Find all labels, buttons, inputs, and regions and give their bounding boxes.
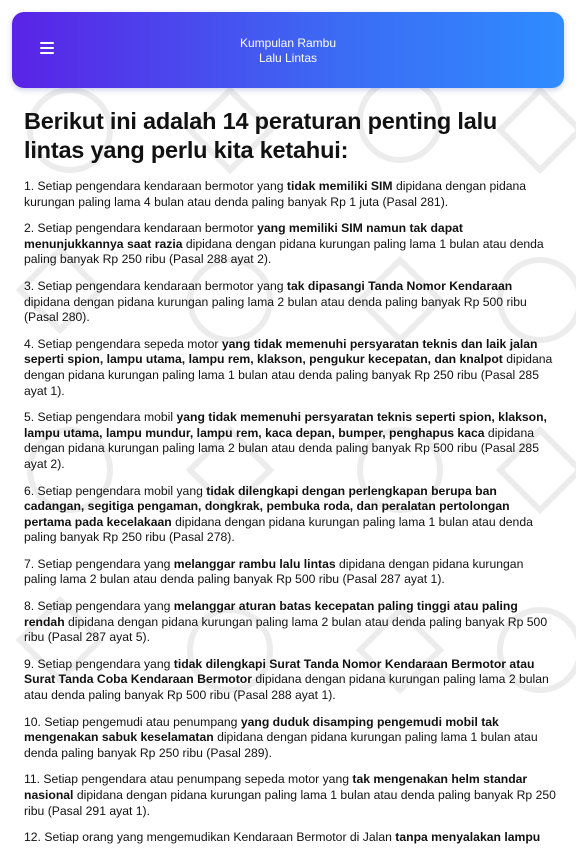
rule-text-end: dipidana dengan pidana kurungan paling lama 2 bulan atau denda paling banyak Rp 500 ribu (Pasal 280). xyxy=(24,294,527,325)
rule-text: 5. Setiap pengendara mobil xyxy=(24,410,177,425)
rule-highlight: tidak dilengkapi dengan perlengkapan berupa ban cadangan, segitiga pengaman, dongkrak, pembuka roda, dan peralatan pertolongan pertama pada kecelakaan xyxy=(24,483,510,529)
hamburger-menu-icon[interactable] xyxy=(40,42,54,56)
page-title: Berikut ini adalah 14 peraturan penting lalu lintas yang perlu kita ketahui: xyxy=(24,108,498,163)
rule-item xyxy=(24,484,556,546)
rule-text-end: dipidana dengan pidana kurungan paling lama 1 bulan atau denda paling banyak Rp 250 ribu (Pasal 278). xyxy=(24,514,533,545)
rule-highlight: tanpa menyalakan lampu xyxy=(395,830,541,845)
rule-text-end: dipidana dengan pidana kurungan paling lama 2 bulan atau denda paling banyak Rp 500 ribu (Pasal 287 ayat 5). xyxy=(24,614,548,645)
rule-item xyxy=(24,657,556,704)
rule-item xyxy=(24,830,556,846)
rule-highlight: melanggar aturan batas kecepatan paling tinggi atau paling rendah xyxy=(24,599,518,629)
rule-text: 3. Setiap pengendara kendaraan bermotor yang xyxy=(24,278,287,293)
rule-highlight: yang tidak memenuhi persyaratan teknis dan laik jalan seperti spion, lampu utama, lampu rem, klakson, pengukur kecepatan, dan knalpot xyxy=(24,336,538,367)
rule-item xyxy=(24,557,556,588)
header-title-line1: Kumpulan Rambu xyxy=(239,36,337,50)
rule-item xyxy=(24,599,556,646)
app-header xyxy=(12,12,564,88)
rule-text-end: dipidana dengan pidana kurungan paling lama 2 bulan atau denda paling banyak Rp 500 ribu (Pasal 285 ayat 2). xyxy=(24,425,539,471)
rule-highlight: yang tidak memenuhi persyaratan teknis seperti spion, klakson, lampu utama, lampu mundur, lampu rem, kaca depan, bumper, penghapus kaca xyxy=(24,410,547,440)
rule-text: 12. Setiap orang yang mengemudikan Kendaraan Bermotor di Jalan xyxy=(24,830,396,845)
rule-highlight: melanggar rambu lalu lintas xyxy=(173,556,336,571)
rule-highlight: tak dipasangi Tanda Nomor Kendaraan xyxy=(286,278,513,293)
rule-item xyxy=(24,279,556,326)
rule-text: 11. Setiap pengendara atau penumpang sepeda motor yang xyxy=(24,772,353,787)
rule-highlight: tak mengenakan helm standar nasional xyxy=(24,772,528,802)
rule-text: 9. Setiap pengendara yang xyxy=(24,656,174,671)
rule-text: 6. Setiap pengendara mobil yang xyxy=(24,483,207,498)
rule-text: 10. Setiap pengemudi atau penumpang xyxy=(24,714,241,729)
rule-item xyxy=(24,179,556,210)
main-content xyxy=(24,107,556,857)
rule-text-end: dipidana dengan pidana kurungan paling lama 4 bulan atau denda paling banyak Rp 1 juta (Pasal 281). xyxy=(24,179,527,209)
header-title xyxy=(188,36,388,66)
rule-highlight: tidak memiliki SIM xyxy=(286,179,393,193)
rule-text-end: dipidana dengan pidana kurungan paling lama 2 bulan atau denda paling banyak Rp 500 ribu (Pasal 287 ayat 1). xyxy=(24,556,524,587)
rules-list xyxy=(24,179,556,846)
rule-text: 4. Setiap pengendara sepeda motor xyxy=(24,336,222,351)
rule-text: 7. Setiap pengendara yang xyxy=(24,556,174,571)
rule-text-end: dipidana dengan pidana kurungan paling lama 1 bulan atau denda paling banyak Rp 250 ribu (Pasal 289). xyxy=(24,730,538,760)
rule-highlight: yang memiliki SIM namun tak dapat menunjukkannya saat razia xyxy=(24,221,463,251)
rule-item xyxy=(24,772,556,819)
rule-text-end: dipidana dengan pidana kurungan paling lama 1 bulan atau denda paling banyak Rp 250 ribu (Pasal 285 ayat 1). xyxy=(24,352,553,398)
rule-text-end: dipidana dengan pidana kurungan paling lama 1 bulan atau denda paling banyak Rp 250 ribu (Pasal 288 ayat 2). xyxy=(24,236,544,267)
rule-item xyxy=(24,337,556,399)
rule-highlight: tidak dilengkapi Surat Tanda Nomor Kendaraan Bermotor atau Surat Tanda Coba Kendaraan Bermotor xyxy=(24,656,535,687)
rule-text-end: dipidana dengan pidana kurungan paling lama 2 bulan atau denda paling banyak Rp 500 ribu (Pasal 288 ayat 1). xyxy=(24,672,549,703)
rule-item xyxy=(24,221,556,268)
rule-highlight: yang duduk disamping pengemudi mobil tak mengenakan sabuk keselamatan xyxy=(24,714,499,745)
rule-text: 8. Setiap pengendara yang xyxy=(24,599,174,614)
rule-item xyxy=(24,715,556,762)
rule-text-end: dipidana dengan pidana kurungan paling lama 1 bulan atau denda paling banyak Rp 250 ribu (Pasal 291 ayat 1). xyxy=(24,788,556,818)
header-title-line2: Lalu Lintas xyxy=(258,51,318,65)
rule-text: 2. Setiap pengendara kendaraan bermotor xyxy=(24,221,258,236)
rule-text: 1. Setiap pengendara kendaraan bermotor yang xyxy=(24,179,287,193)
rule-item xyxy=(24,410,556,472)
